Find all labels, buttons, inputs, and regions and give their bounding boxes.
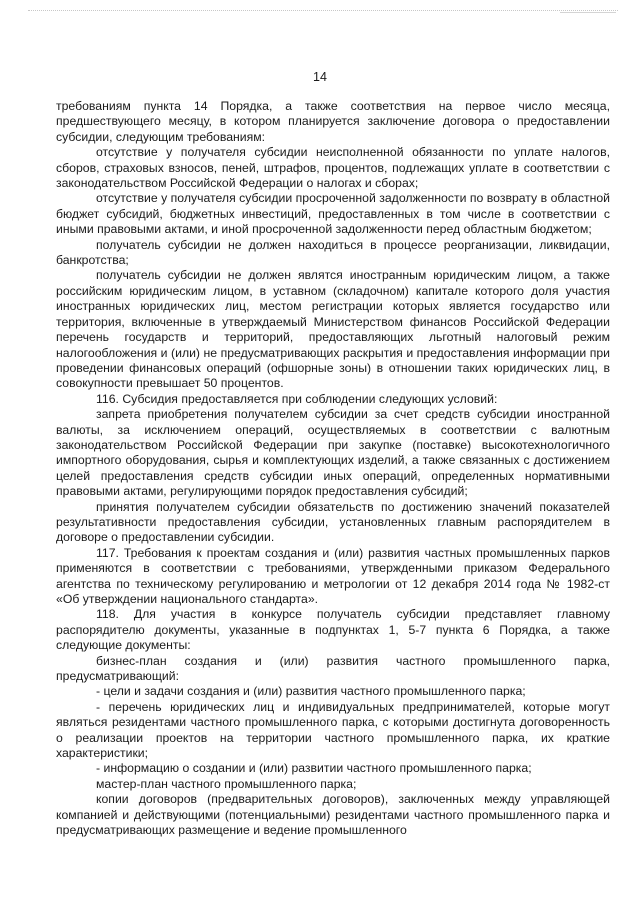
paragraph: получатель субсидии не должен являтся иностранным юридическим лицом, а также российским юридическим лицом, в уставном (складочном) капитале которого доля участия иностранных юридических лиц, местом регистрации которых является государство или территория, включенные в утверждаемый Министерством финансов Российской Федерации перечень государств и территорий, предоставляющих льготный налоговый режим налогообложения и (или) не предусматривающих раскрытия и предоставления информации при проведении финансовых операций (офшорные зоны) в отношении таких юридических лиц, в совокупности превышает 50 процентов.	[56, 268, 610, 391]
page-number: 14	[313, 70, 327, 84]
paragraph: принятия получателем субсидии обязательств по достижению значений показателей результативности предоставления субсидии, установленных главным распорядителем в договоре о предоставлении субсидии.	[56, 499, 610, 545]
paragraph: мастер-план частного промышленного парка;	[96, 776, 357, 791]
list-item: - перечень юридических лиц и индивидуальных предпринимателей, которые могут являться резидентами частного промышленного парка, с которыми достигнута договоренность о реализации проектов на территории частного промышленного парка, их краткие характеристики;	[56, 699, 610, 761]
paragraph: отсутствие у получателя субсидии неисполненной обязанности по уплате налогов, сборов, страховых взносов, пеней, штрафов, процентов, подлежащих уплате в соответствии с законодательством Российской Федерации о налогах и сборах;	[56, 145, 610, 191]
paragraph: запрета приобретения получателем субсидии за счет средств субсидии иностранной валюты, за исключением операций, осуществляемых в соответствии с валютным законодательством Российской Федерации при закупке (поставке) высокотехнологичного импортного оборудования, сырья и комплектующих изделий, а также связанных с достижением целей предоставления средств субсидии иных операций, определенных нормативными правовыми актами, регулирующими порядок предоставления субсидий;	[56, 407, 610, 499]
document-body	[56, 99, 610, 839]
list-item: - цели и задачи создания и (или) развития частного промышленного парка;	[96, 684, 526, 699]
paragraph: 117. Требования к проектам создания и (или) развития частных промышленных парков применяются в соответствии с требованиями, утвержденными приказом Федерального агентства по техническому регулированию и метрологии от 12 декабря 2014 года № 1982-ст «Об утверждении национального стандарта».	[56, 545, 610, 606]
paragraph: получатель субсидии не должен находиться в процессе реорганизации, ликвидации, банкротства;	[56, 237, 610, 268]
paragraph: копии договоров (предварительных договоров), заключенных между управляющей компанией и действующими (потенциальными) резидентами частного промышленного парка и предусматривающих размещение и ведение промышленного	[56, 792, 610, 838]
paragraph: 118. Для участия в конкурсе получатель субсидии представляет главному распорядителю документы, указанные в подпунктах 1, 5-7 пункта 6 Порядка, а также следующие документы:	[56, 607, 610, 653]
paragraph: бизнес-план создания и (или) развития частного промышленного парка, предусматривающий:	[56, 653, 610, 684]
scan-artifact	[560, 12, 616, 17]
list-item: - информацию о создании и (или) развитии частного промышленного парка;	[96, 761, 532, 776]
scan-artifact	[28, 10, 618, 15]
paragraph: 116. Субсидия предоставляется при соблюдении следующих условий:	[96, 391, 498, 406]
paragraph: требованиям пункта 14 Порядка, а также соответствия на первое число месяца, предшествующего месяцу, в котором планируется заключение договора о предоставлении субсидии, следующим требованиям:	[56, 99, 610, 144]
paragraph: отсутствие у получателя субсидии просроченной задолженности по возврату в областной бюджет субсидий, бюджетных инвестиций, предоставленных в том числе в соответствии с иными правовыми актами, и иной просроченной задолженности перед областным бюджетом;	[56, 191, 610, 237]
